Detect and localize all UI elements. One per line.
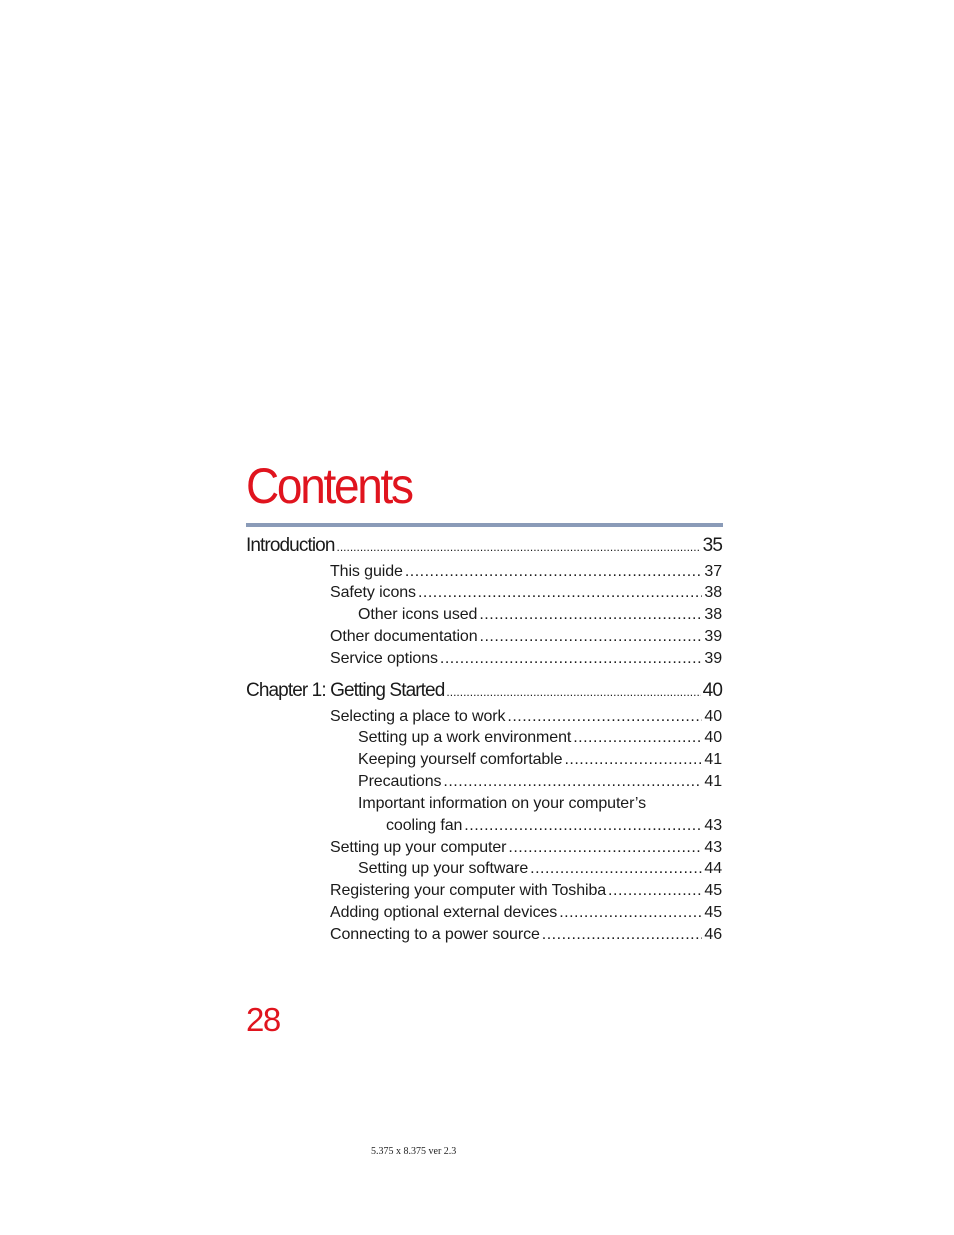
toc-entry-page: 40 <box>702 680 722 701</box>
toc-entry[interactable] <box>386 817 722 837</box>
toc-entry[interactable] <box>330 882 722 902</box>
toc-entry-label: This guide <box>330 563 403 580</box>
toc-entry[interactable] <box>358 729 722 749</box>
toc-entry[interactable] <box>330 904 722 924</box>
toc-entry-page: 41 <box>704 751 722 768</box>
dot-leader <box>337 540 701 554</box>
toc-entry[interactable] <box>358 860 722 880</box>
toc-entry-page: 38 <box>704 584 722 601</box>
dot-leader <box>446 685 700 699</box>
toc-entry-page: 46 <box>704 926 722 943</box>
toc-entry-page: 43 <box>704 839 722 856</box>
toc-entry[interactable] <box>358 773 722 793</box>
dot-leader <box>559 904 702 922</box>
toc-entry-page: 40 <box>704 729 722 746</box>
dot-leader <box>405 563 703 581</box>
dot-leader <box>530 860 702 878</box>
toc-entry-label: Service options <box>330 650 438 667</box>
toc-entry-label: Connecting to a power source <box>330 926 540 943</box>
dot-leader <box>418 584 702 602</box>
dot-leader <box>480 628 703 646</box>
toc-entry-page: 41 <box>704 773 722 790</box>
dot-leader <box>443 773 702 791</box>
toc-entry[interactable] <box>358 606 722 626</box>
toc-entry-page: 38 <box>704 606 722 623</box>
toc-entry-page: 45 <box>704 882 722 899</box>
toc-entry[interactable] <box>330 926 722 946</box>
toc-entry[interactable] <box>330 650 722 670</box>
toc-entry-page: 37 <box>704 563 722 580</box>
toc-entry[interactable] <box>330 708 722 728</box>
toc-entry-label: Registering your computer with Toshiba <box>330 882 607 899</box>
toc-entry-label: Keeping yourself comfortable <box>358 751 563 768</box>
toc-entry[interactable] <box>330 628 722 648</box>
toc-entry[interactable] <box>358 751 722 771</box>
toc-entry-label: Introduction <box>246 535 335 556</box>
toc-entry-label: Precautions <box>358 773 442 790</box>
toc-entry-label: Selecting a place to work <box>330 708 506 725</box>
dot-leader <box>440 650 702 668</box>
toc-entry[interactable] <box>330 839 722 859</box>
toc-entry-label: Other documentation <box>330 628 478 645</box>
toc-entry-label: Other icons used <box>358 606 478 623</box>
footer-note: 5.375 x 8.375 ver 2.3 <box>371 1146 457 1157</box>
toc-entry-label: Setting up your software <box>358 860 529 877</box>
toc-entry-label: Important information on your computer’s <box>358 795 646 812</box>
toc-entry-label: Setting up a work environment <box>358 729 572 746</box>
toc-entry-page: 44 <box>704 860 722 877</box>
dot-leader <box>507 708 702 726</box>
dot-leader <box>464 817 702 835</box>
toc-entry-label: Safety icons <box>330 584 416 601</box>
toc-entry-page: 35 <box>702 535 722 556</box>
toc-entry-page: 45 <box>704 904 722 921</box>
dot-leader <box>479 606 702 624</box>
dot-leader <box>542 926 703 944</box>
toc-entry-page: 40 <box>704 708 722 725</box>
toc-entry-label: Adding optional external devices <box>330 904 558 921</box>
dot-leader <box>608 882 702 900</box>
toc-entry[interactable] <box>330 584 722 604</box>
toc-entry-page: 43 <box>704 817 722 834</box>
toc-entry-page: 39 <box>704 628 722 645</box>
dot-leader <box>508 839 702 857</box>
toc-entry-label: Chapter 1: Getting Started <box>246 680 445 701</box>
toc-chapter[interactable] <box>246 680 722 704</box>
toc-entry[interactable] <box>330 563 722 583</box>
dot-leader <box>564 751 702 769</box>
page-title: Contents <box>246 458 412 514</box>
toc-entry-label: cooling fan <box>386 817 463 834</box>
toc-chapter[interactable] <box>246 535 722 559</box>
toc-entry-label: Setting up your computer <box>330 839 507 856</box>
dot-leader <box>573 729 702 747</box>
page-number: 28 <box>246 1001 280 1038</box>
toc-entry[interactable] <box>358 795 646 815</box>
toc-entry-page: 39 <box>704 650 722 667</box>
title-divider <box>246 523 723 527</box>
